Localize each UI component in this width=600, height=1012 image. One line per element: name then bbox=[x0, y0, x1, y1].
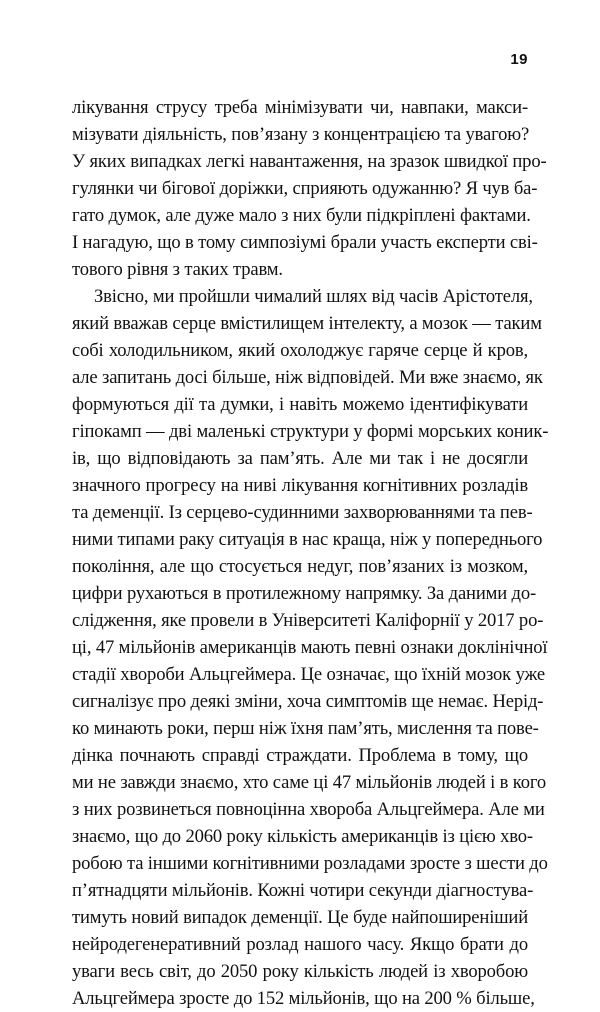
text-line: собі холодильником, який охолоджує гаряче серце й кров, bbox=[72, 340, 528, 361]
text-line: І нагадую, що в тому симпозіумі брали участь експерти сві- bbox=[72, 232, 538, 253]
text-line: Альцгеймера зросте до 152 мільйонів, що на 200 % більше, bbox=[72, 988, 535, 1009]
text-line: стадії хвороби Альцгеймера. Це означає, що їхній мозок уже bbox=[72, 664, 546, 685]
text-line: уваги весь світ, до 2050 року кількість людей із хворобою bbox=[72, 961, 528, 982]
text-line: ів, що відповідають за пам’ять. Але ми так і не досягли bbox=[72, 448, 528, 469]
text-line: тимуть новий випадок деменції. Це буде найпоширеніший bbox=[72, 907, 528, 928]
text-line: формуються дії та думки, і навіть можемо ідентифікувати bbox=[72, 394, 528, 415]
text-line: нейродегенеративний розлад нашого часу. Якщо брати до bbox=[72, 934, 528, 955]
text-line: Звісно, ми пройшли чималий шлях від часів Арістотеля, bbox=[94, 286, 533, 307]
text-line: тового рівня з таких травм. bbox=[72, 259, 283, 280]
text-line: сигналізує про деякі зміни, хоча симптомів ще немає. Нерід- bbox=[72, 691, 544, 712]
text-line: ко минають роки, перш ніж їхня пам’ять, мислення та пове- bbox=[72, 718, 539, 739]
text-line: та деменції. Із серцево-судинними захворюваннями та пев- bbox=[72, 502, 533, 523]
text-line: ми не завжди знаємо, хто саме ці 47 мільйонів людей і в кого bbox=[72, 772, 547, 793]
text-line: знаємо, що до 2060 року кількість американців із цією хво- bbox=[72, 826, 533, 847]
text-line: гулянки чи бігової доріжки, сприяють одужанню? Я чув ба- bbox=[72, 178, 538, 199]
paragraph-1 bbox=[72, 94, 547, 283]
text-line: ці, 47 мільйонів американців мають певні ознаки доклінічної bbox=[72, 637, 548, 658]
text-line: гато думок, але дуже мало з них були підкріплені фактами. bbox=[72, 205, 531, 226]
text-line: мізувати діяльність, пов’язану з концентрацією та увагою? bbox=[72, 124, 530, 145]
text-line: який вважав серце вмістилищем інтелекту, а мозок — таким bbox=[72, 313, 542, 334]
text-line: робою та іншими когнітивними розладами зросте з шести до bbox=[72, 853, 548, 874]
text-line: значного прогресу на ниві лікування когнітивних розладів bbox=[72, 475, 528, 496]
text-line: лікування струсу треба мінімізувати чи, навпаки, макси- bbox=[72, 97, 528, 118]
text-line: гіпокамп — дві маленькі структури у формі морських коник- bbox=[72, 421, 549, 442]
text-line: п’ятнадцяти мільйонів. Кожні чотири секунди діагностува- bbox=[72, 880, 534, 901]
text-line: але запитань досі більше, ніж відповідей. Ми вже знаємо, як bbox=[72, 367, 543, 388]
text-line: цифри рухаються в протилежному напрямку. За даними до- bbox=[72, 583, 537, 604]
body-text bbox=[72, 94, 549, 1012]
text-line: слідження, яке провели в Університеті Каліфорнії у 2017 ро- bbox=[72, 610, 544, 631]
text-line: покоління, але що стосується недуг, пов’язаних із мозком, bbox=[72, 556, 528, 577]
text-line: дінка почнають справді страждати. Проблема в тому, що bbox=[72, 745, 528, 766]
text-line: з них розвинеться повноцінна хвороба Альцгеймера. Але ми bbox=[72, 799, 545, 820]
text-line: ними типами раку ситуація в нас краща, ніж у попереднього bbox=[72, 529, 543, 550]
text-line: У яких випадках легкі навантаження, на зразок швидкої про- bbox=[72, 151, 547, 172]
page-number: 19 bbox=[510, 51, 528, 68]
paragraph-2 bbox=[72, 283, 549, 1012]
